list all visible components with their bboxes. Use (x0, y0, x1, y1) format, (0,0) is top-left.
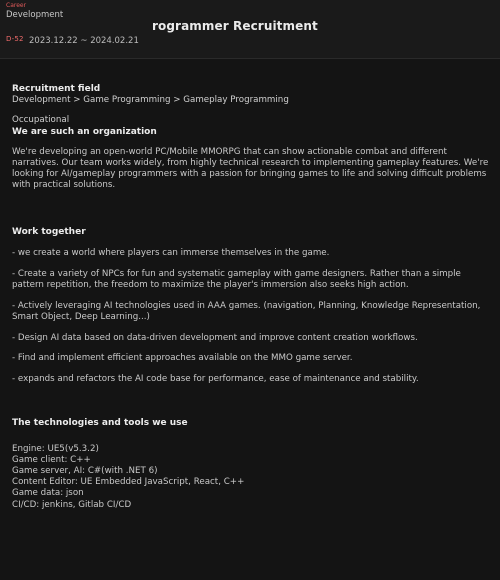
tech-tools-heading: The technologies and tools we use (12, 418, 188, 429)
tool-item: Content Editor: UE Embedded JavaScript, React, C++ (12, 477, 245, 488)
job-header (0, 0, 500, 58)
recruitment-field-section (12, 84, 490, 106)
recruitment-field-heading: Recruitment field (12, 84, 101, 94)
recruitment-period: 2023.12.22 ~ 2024.02.21 (29, 36, 139, 46)
tool-item: Engine: UE5(v5.3.2) (12, 443, 99, 454)
work-item: - Create a variety of NPCs for fun and systematic gameplay with game designers. Rather than a simple pattern repetition, the freedom to maximize the player's immersion also seeks high action. (12, 268, 461, 290)
tool-item: Game server, AI: C#(with .NET 6) (12, 466, 158, 477)
work-item: - Actively leveraging AI technologies used in AAA games. (navigation, Planning, Knowledge Representation, Smart Object, Deep Learning...) (12, 300, 481, 322)
occupational-label: Occupational (12, 115, 70, 126)
tech-tools-section (12, 418, 490, 510)
organization-heading: We are such an organization (12, 126, 157, 137)
organization-paragraph: We're developing an open-world PC/Mobile MMORPG that can show actionable combat and different narratives. Our team works widely, from highly technical research to implementing gameplay features. We're looking for AI/gameplay programmers with a passion for bringing games to life and solving difficult problems with practical solutions. (12, 146, 489, 191)
work-item: - Find and implement efficient approaches available on the MMO game server. (12, 353, 353, 364)
tool-item: Game data: json (12, 488, 84, 499)
work-item: - Design AI data based on data-driven development and improve content creation workflows. (12, 332, 418, 343)
tool-item: Game client: C++ (12, 454, 91, 465)
job-description (12, 84, 490, 511)
recruitment-field-path: Development > Game Programming > Gameplay Programming (12, 95, 289, 106)
organization-section (12, 115, 490, 191)
header-divider (0, 58, 500, 59)
work-together-heading: Work together (12, 226, 86, 237)
page-title: rogrammer Recruitment (152, 19, 318, 33)
work-item: - we create a world where players can immerse themselves in the game. (12, 247, 330, 258)
work-item: - expands and refactors the AI code base for performance, ease of maintenance and stability. (12, 374, 419, 385)
category-block (6, 2, 63, 20)
work-together-section (12, 227, 490, 386)
dday-badge: D-52 (6, 35, 24, 43)
category-label: Career (6, 2, 27, 9)
category-name: Development (6, 10, 64, 20)
tool-item: CI/CD: jenkins, Gitlab CI/CD (12, 499, 132, 510)
